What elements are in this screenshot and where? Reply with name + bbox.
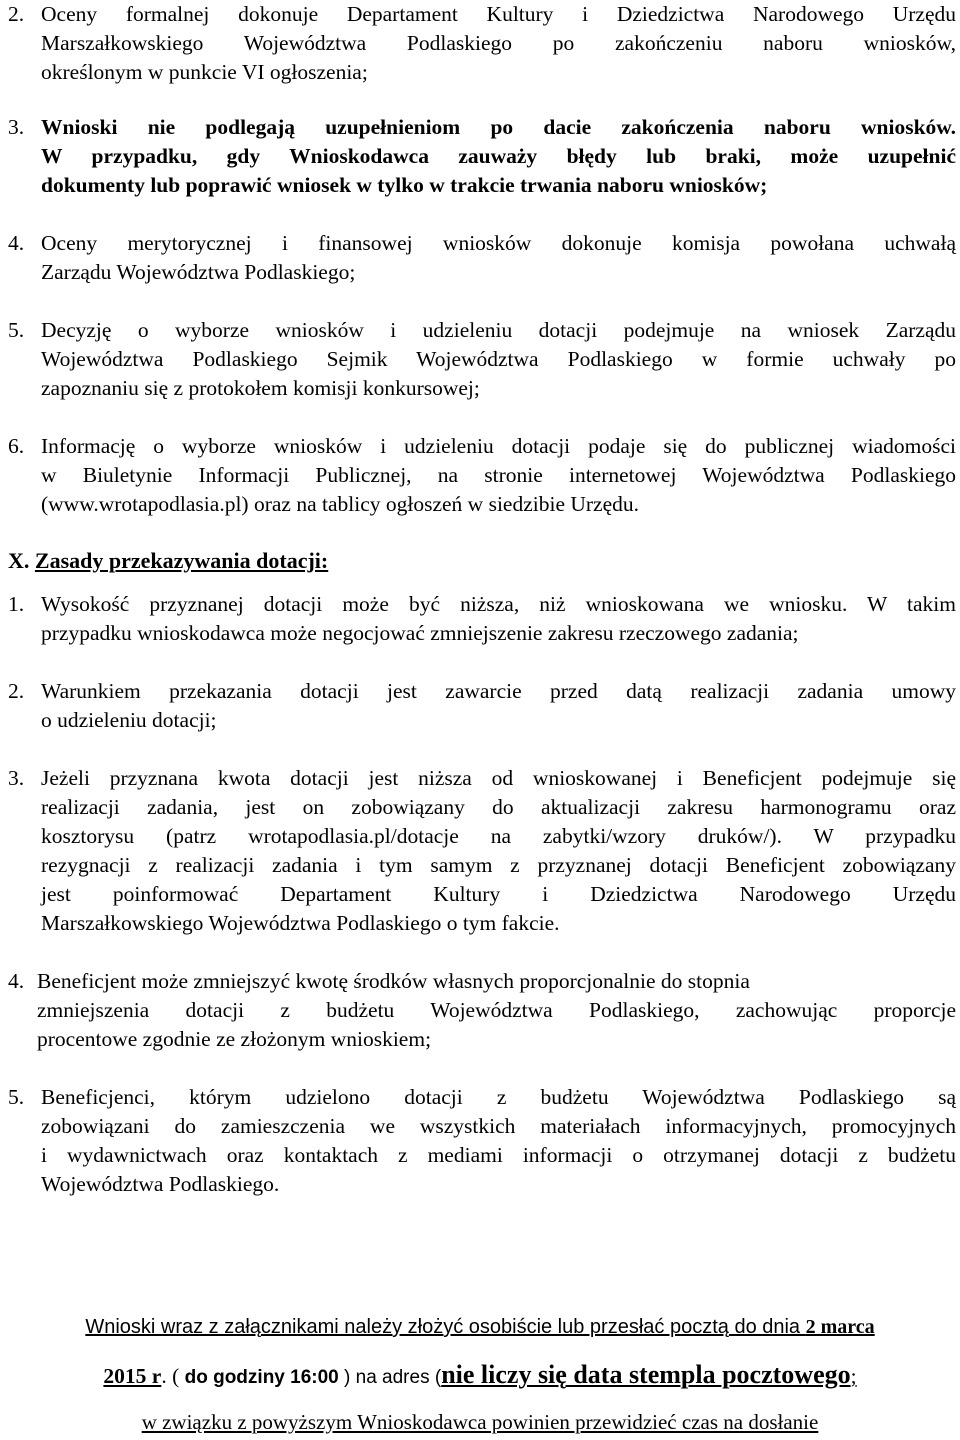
- footer-time: do godziny 16:00: [184, 1367, 339, 1388]
- item-line: Informację o wyborze wniosków i udzieleniu dotacji podaje się do publicznej wiadomości: [41, 434, 956, 458]
- footer-line-2: [0, 1360, 960, 1390]
- item-line: procentowe zgodnie ze złożonym wnioskiem;: [37, 1027, 432, 1051]
- item-line: o udzieleniu dotacji;: [41, 708, 217, 732]
- item-line: Beneficjenci, którym udzielono dotacji z budżetu Województwa Podlaskiego są: [41, 1085, 956, 1109]
- item-number: 5.: [8, 318, 25, 342]
- footer-text: Wnioski wraz z załącznikami należy złożyć osobiście lub przesłać pocztą do dnia: [85, 1316, 806, 1338]
- item-number: 6.: [8, 434, 25, 458]
- item-line: Beneficjent może zmniejszyć kwotę środków własnych proporcjonalnie do stopnia: [37, 969, 750, 993]
- item-line: i wydawnictwach oraz kontaktach z mediami informacji o otrzymanej dotacji z budżetu: [41, 1143, 956, 1167]
- item-line: Marszałkowskiego Województwa Podlaskiego po zakończeniu naboru wniosków,: [41, 31, 956, 55]
- item-number: 3.: [8, 766, 25, 790]
- item-line: przypadku wnioskodawca może negocjować zmniejszenie zakresu rzeczowego zadania;: [41, 621, 799, 645]
- item-line: W przypadku, gdy Wnioskodawca zauważy błędy lub braki, może uzupełnić: [41, 144, 956, 168]
- item-line: określonym w punkcie VI ogłoszenia;: [41, 60, 368, 84]
- section-x-item-4: [8, 967, 956, 1054]
- footer-year: 2015 r: [103, 1364, 162, 1388]
- item-line: realizacji zadania, jest on zobowiązany do aktualizacji zakresu harmonogramu oraz: [41, 795, 956, 819]
- section-title: Zasady przekazywania dotacji:: [34, 548, 329, 573]
- footer-line-1: [0, 1316, 960, 1339]
- section-x-item-1: [8, 590, 956, 648]
- footer-text: w związku z powyższym Wnioskodawca powinien przewidzieć czas na dosłanie: [141, 1410, 819, 1434]
- item-line: dokumenty lub poprawić wniosek w tylko w trakcie trwania naboru wniosków;: [41, 173, 768, 197]
- item-number: 4.: [8, 231, 25, 255]
- item-number: 2.: [8, 2, 25, 26]
- section-ix-item-2: [8, 0, 956, 87]
- section-x-item-5: [8, 1083, 956, 1199]
- item-line: rezygnacji z realizacji zadania i tym samym z przyznanej dotacji Beneficjent zobowiązany: [41, 853, 956, 877]
- footer-date: 2 marca: [805, 1316, 875, 1338]
- section-ix-item-5: [8, 316, 956, 403]
- item-line: Oceny formalnej dokonuje Departament Kultury i Dziedzictwa Narodowego Urzędu: [41, 2, 956, 26]
- item-line: jest poinformować Departament Kultury i Dziedzictwa Narodowego Urzędu: [41, 882, 956, 906]
- item-line: Województwa Podlaskiego.: [41, 1172, 280, 1196]
- item-line: Województwa Podlaskiego Sejmik Województwa Podlaskiego w formie uchwały po: [41, 347, 956, 371]
- footer-address: ) na adres (: [338, 1367, 442, 1388]
- item-line: Decyzję o wyborze wniosków i udzieleniu dotacji podejmuje na wniosek Zarządu: [41, 318, 956, 342]
- footer-line-3: [0, 1410, 960, 1435]
- item-line: w Biuletynie Informacji Publicznej, na stronie internetowej Województwa Podlaskiego: [41, 463, 956, 487]
- section-x-item-2: [8, 677, 956, 735]
- section-ix-item-6: [8, 432, 956, 519]
- item-line: Oceny merytorycznej i finansowej wniosków dokonuje komisja powołana uchwałą: [41, 231, 956, 255]
- item-number: 3.: [8, 115, 25, 139]
- item-number: 1.: [8, 592, 25, 616]
- item-line: Zarządu Województwa Podlaskiego;: [41, 260, 356, 284]
- item-line: zapoznaniu się z protokołem komisji konkursowej;: [41, 376, 480, 400]
- item-line: Wnioski nie podlegają uzupełnieniom po dacie zakończenia naboru wniosków.: [41, 115, 956, 139]
- section-number: X.: [8, 548, 30, 573]
- section-ix-item-3: [8, 113, 956, 200]
- item-number: 2.: [8, 679, 25, 703]
- item-number: 4.: [8, 969, 25, 993]
- item-line: Marszałkowskiego Województwa Podlaskiego o tym fakcie.: [41, 911, 560, 935]
- footer-emphasis: nie liczy się data stempla pocztowego: [441, 1360, 851, 1389]
- item-line: (www.wrotapodlasia.pl) oraz na tablicy ogłoszeń w siedzibie Urzędu.: [41, 492, 640, 516]
- section-x-heading: [8, 548, 328, 574]
- item-number: 5.: [8, 1085, 25, 1109]
- item-line: zmniejszenia dotacji z budżetu Województwa Podlaskiego, zachowując proporcje: [37, 998, 956, 1022]
- section-x-item-3: [8, 764, 956, 938]
- item-line: Jeżeli przyznana kwota dotacji jest niższa od wnioskowanej i Beneficjent podejmuje się: [41, 766, 956, 790]
- footer-dot: . (: [161, 1364, 185, 1388]
- item-line: kosztorysu (patrz wrotapodlasia.pl/dotacje na zabytki/wzory druków/). W przypadku: [41, 824, 956, 848]
- item-line: zobowiązani do zamieszczenia we wszystkich materiałach informacyjnych, promocyjnych: [41, 1114, 956, 1138]
- section-ix-item-4: [8, 229, 956, 287]
- item-line: Wysokość przyznanej dotacji może być niższa, niż wnioskowana we wniosku. W takim: [41, 592, 956, 616]
- item-line: Warunkiem przekazania dotacji jest zawarcie przed datą realizacji zadania umowy: [41, 679, 956, 703]
- footer-semicolon: ;: [850, 1364, 857, 1388]
